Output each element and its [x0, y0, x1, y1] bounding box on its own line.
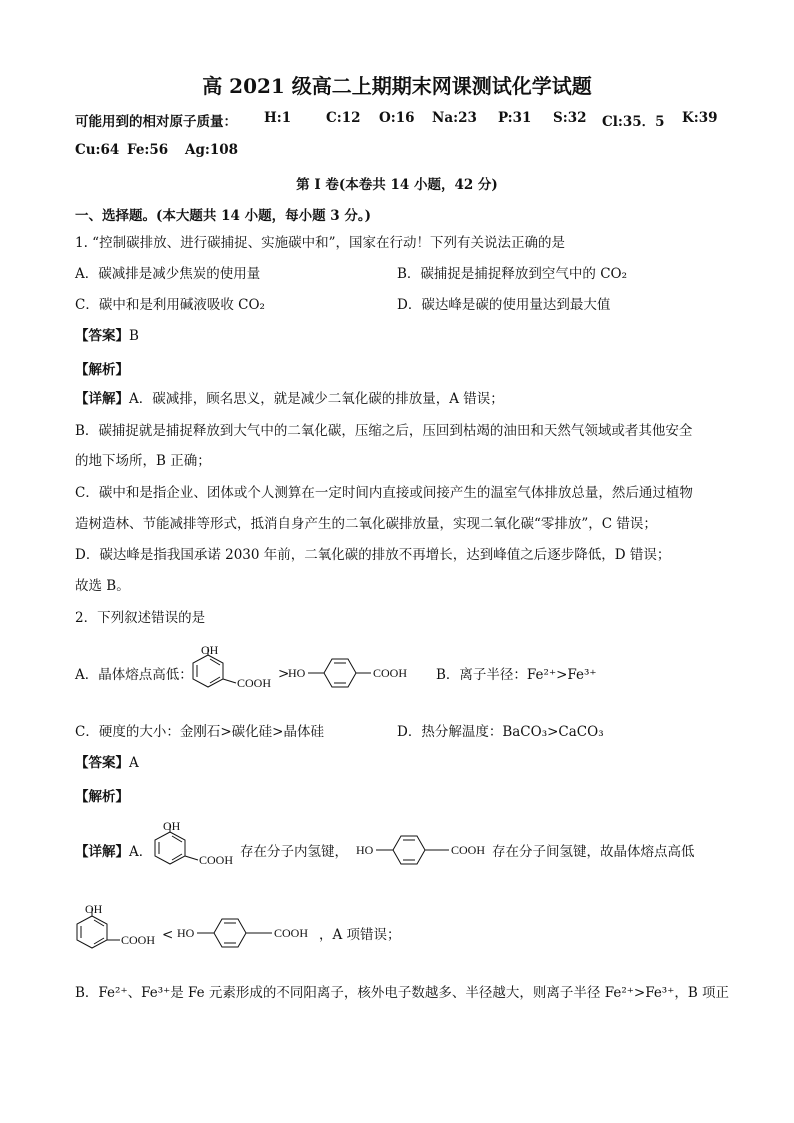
- atomic-mass-h: H:1: [264, 110, 292, 126]
- q1-conclusion: 故选 B。: [75, 578, 130, 594]
- p-hydroxybenzoic-acid-structure: [176, 915, 321, 953]
- q1-detail-label: 【详解】: [75, 391, 129, 407]
- q2-detail-a-end: 存在分子间氢键，故晶体熔点高低: [492, 844, 695, 860]
- atomic-mass-fe: Fe:56: [127, 142, 169, 158]
- atomic-mass-p: P:31: [498, 110, 532, 126]
- atomic-mass-k: K:39: [682, 110, 718, 126]
- q1-answer: [75, 326, 139, 346]
- atomic-mass-c: C:12: [326, 110, 361, 126]
- q2-detail-a-wrong: ，A 项错误；: [319, 927, 401, 943]
- cooh-label: COOH: [451, 843, 486, 857]
- q1-stem: 1. “控制碳排放、进行碳捕捉、实施碳中和”，国家在行动！下列有关说法正确的是: [75, 235, 565, 251]
- volume-header: 第 I 卷(本卷共 14 小题，42 分): [296, 177, 498, 193]
- q1-detail-b1: B．碳捕捉就是捕捉释放到大气中的二氧化碳，压缩之后，压回到枯竭的油田和天然气领域或者其他安全: [75, 423, 693, 439]
- salicylic-acid-structure: [148, 818, 240, 876]
- q2-detail-a-mid: 存在分子内氢键，: [240, 844, 348, 860]
- ho-label: HO: [288, 666, 306, 680]
- q2-detail-a-start: [75, 842, 152, 862]
- salicylic-acid-structure: [70, 900, 162, 960]
- greater-than-sign: >: [278, 666, 290, 682]
- page-title: 高 2021 级高二上期期末网课测试化学试题: [202, 74, 592, 98]
- cooh-label: COOH: [373, 666, 408, 680]
- p-hydroxybenzoic-acid-structure: [355, 832, 495, 870]
- oh-label: OH: [85, 902, 103, 916]
- q1-detail-d: D．碳达峰是指我国承诺 2030 年前，二氧化碳的排放不再增长，达到峰值之后逐步降低，D 错误；: [75, 547, 671, 563]
- q1-analysis-label: 【解析】: [75, 362, 129, 378]
- atomic-mass-na: Na:23: [432, 110, 477, 126]
- cooh-label: COOH: [274, 926, 309, 940]
- q2-option-d: D．热分解温度：BaCO₃>CaCO₃: [397, 724, 604, 740]
- q2-answer-value: A: [129, 755, 139, 771]
- atomic-mass-label: 可能用到的相对原子质量：: [75, 114, 237, 130]
- salicylic-acid-structure: [188, 643, 278, 698]
- q1-detail-b2: 的地下场所，B 正确；: [75, 453, 211, 469]
- cooh-label: COOH: [121, 933, 156, 947]
- q1-detail-c1: C．碳中和是指企业、团体或个人测算在一定时间内直接或间接产生的温室气体排放总量，然后通过植物: [75, 485, 693, 501]
- q2-detail-label: 【详解】: [75, 844, 129, 860]
- oh-label: OH: [201, 643, 219, 657]
- p-hydroxybenzoic-acid-structure: [287, 655, 427, 693]
- q1-detail-c2: 造树造林、节能减排等形式，抵消自身产生的二氧化碳排放量，实现二氧化碳“零排放”，C 错误；: [75, 516, 657, 532]
- q1-option-c: C．碳中和是利用碱液吸收 CO₂: [75, 297, 265, 313]
- q1-detail-a-text: A．碳减排，顾名思义，就是减少二氧化碳的排放量，A 错误；: [129, 391, 504, 407]
- oh-label: OH: [163, 819, 181, 833]
- q2-option-c: C．硬度的大小：金刚石>碳化硅>晶体硅: [75, 724, 324, 740]
- ho-label: HO: [177, 926, 195, 940]
- less-than-sign: <: [162, 927, 174, 943]
- atomic-mass-o: O:16: [379, 110, 415, 126]
- q2-detail-a-prefix: A．: [129, 844, 153, 860]
- q2-option-a-label: A．晶体熔点高低：: [75, 667, 193, 683]
- q1-answer-label: 【答案】: [75, 328, 129, 344]
- q1-option-d: D．碳达峰是碳的使用量达到最大值: [397, 297, 611, 313]
- q1-detail-a: [75, 389, 504, 409]
- q1-option-a: A．碳减排是减少焦炭的使用量: [75, 266, 261, 282]
- q2-answer: [75, 753, 139, 773]
- section-header: 一、选择题。(本大题共 14 小题，每小题 3 分。): [75, 208, 372, 224]
- cooh-label: COOH: [237, 676, 272, 690]
- q1-option-b: B．碳捕捉是捕捉释放到空气中的 CO₂: [397, 266, 628, 282]
- q2-option-b: B．离子半径：Fe²⁺>Fe³⁺: [436, 667, 597, 683]
- ho-label: HO: [356, 843, 374, 857]
- atomic-mass-s: S:32: [553, 110, 587, 126]
- atomic-mass-ag: Ag:108: [185, 142, 239, 158]
- q1-answer-value: B: [129, 328, 139, 344]
- atomic-mass-cl: Cl:35．5: [602, 114, 665, 130]
- q2-stem: 2．下列叙述错误的是: [75, 610, 206, 626]
- q2-analysis-label: 【解析】: [75, 789, 129, 805]
- q2-detail-b: B．Fe²⁺、Fe³⁺是 Fe 元素形成的不同阳离子，核外电子数越多、半径越大，则离子半径 Fe²⁺>Fe³⁺，B 项正: [75, 985, 730, 1001]
- atomic-mass-cu: Cu:64: [75, 142, 120, 158]
- cooh-label: COOH: [199, 853, 234, 867]
- q2-answer-label: 【答案】: [75, 755, 129, 771]
